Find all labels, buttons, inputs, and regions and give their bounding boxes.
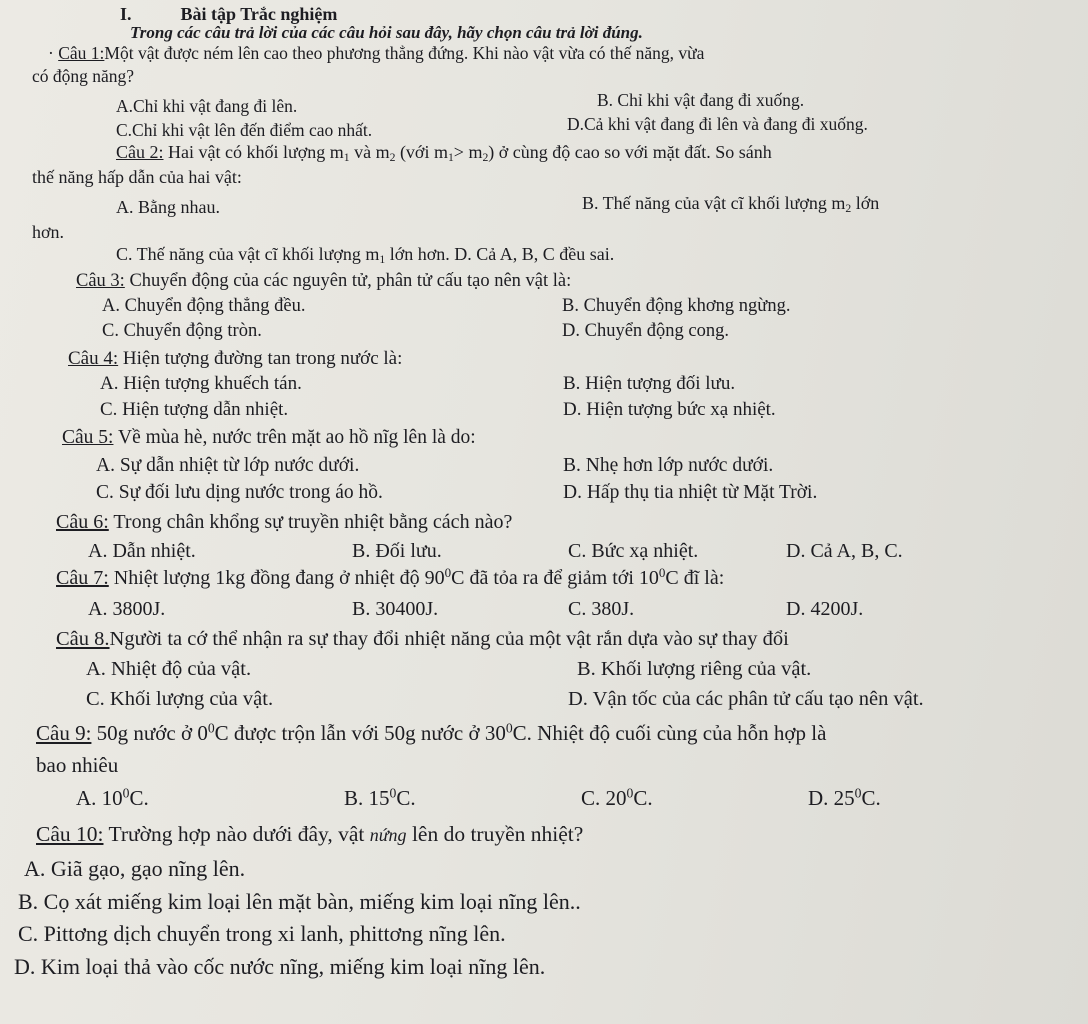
question-1: · Câu 1:Một vật được ném lên cao theo phương thẳng đứng. Khi nào vật vừa có thế năng, vừa (48, 43, 705, 63)
q7-option-d: D. 4200J. (786, 598, 864, 620)
q9-option-a: A. $10^0C$. (76, 785, 149, 810)
q8-option-a: A. Nhiệt độ của vật. (86, 658, 252, 680)
q3-option-a: A. Chuyển động thẳng đều. (102, 296, 306, 316)
question-6: Câu 6: Trong chân khổng sự truyền nhiệt bằng cách nào? (56, 511, 513, 533)
q5-option-c: C. Sự đối lưu dịng nước trong áo hồ. (96, 482, 383, 503)
question-7-label: Câu 7: (56, 567, 109, 589)
q4-option-a: A. Hiện tượng khuếch tán. (100, 373, 302, 394)
q3-option-c: C. Chuyển động tròn. (102, 321, 262, 341)
question-4: Câu 4: Hiện tượng đường tan trong nước là: (68, 348, 403, 369)
q4-option-c: C. Hiện tượng dẫn nhiệt. (100, 399, 289, 420)
q7-option-b: B. 30400J. (352, 598, 439, 620)
question-6-label: Câu 6: (56, 511, 109, 533)
q8-option-c: C. Khối lượng của vật. (86, 688, 274, 710)
q6-option-a: A. Dẫn nhiệt. (88, 540, 196, 562)
q5-option-b: B. Nhẹ hơn lớp nước dưới. (563, 455, 774, 476)
q4-option-d: D. Hiện tượng bức xạ nhiệt. (563, 399, 776, 420)
q9-option-c: C. $20^0C$. (581, 785, 653, 810)
instruction: Trong các câu trả lời của các câu hỏi sau đây, hãy chọn câu trả lời đúng. (130, 23, 643, 42)
question-1-text: Một vật được ném lên cao theo phương thẳng đứng. Khi nào vật vừa có thế năng, vừa (104, 43, 705, 63)
q1-option-c: C.Chỉ khi vật lên đến điểm cao nhất. (116, 120, 373, 140)
section-heading (120, 4, 337, 25)
question-9-label: Câu 9: (36, 721, 92, 745)
question-1-label: Câu 1: (58, 43, 105, 63)
question-3: Câu 3: Chuyển động của các nguyên tử, phân tử cấu tạo nên vật là: (76, 271, 572, 291)
question-1-text-cont: có động năng? (32, 66, 135, 86)
q7-option-c: C. 380J. (568, 598, 635, 620)
question-3-label: Câu 3: (76, 271, 125, 291)
question-9-text-cont: bao nhiêu (36, 753, 119, 777)
q3-option-d: D. Chuyển động cong. (562, 321, 729, 341)
question-2-text-cont: thế năng hấp dẫn của hai vật: (32, 167, 242, 187)
handwritten-correction: nứng (369, 825, 407, 845)
q10-option-c: C. Pittơng dịch chuyển trong xi lanh, phittơng nĩng lên. (18, 921, 506, 946)
q9-option-b: B. $15^0C$. (344, 785, 416, 810)
q5-option-d: D. Hấp thụ tia nhiệt từ Mặt Trời. (563, 482, 818, 503)
question-8: Câu 8.Người ta cớ thể nhận ra sự thay đổi nhiệt năng của một vật rắn dựa vào sự thay đổi (56, 628, 789, 650)
question-8-label: Câu 8. (56, 628, 110, 650)
q7-option-a: A. 3800J. (88, 598, 166, 620)
q1-option-b: B. Chỉ khi vật đang đi xuống. (597, 90, 805, 110)
q10-option-b: B. Cọ xát miếng kim loại lên mặt bàn, miếng kim loại nĩng lên.. (18, 889, 581, 914)
question-2: Câu 2: Hai vật có khối lượng $m_1$ và $m_2$ (với $m_1> m_2$) ở cùng độ cao so với mặt đất. So sánh (116, 142, 772, 164)
q10-option-d: D. Kim loại thả vào cốc nước nĩng, miếng kim loại nĩng lên. (14, 954, 546, 979)
q2-option-a: A. Bằng nhau. (116, 197, 220, 217)
q2-option-b: B. Thế năng của vật cĩ khối lượng $m_2$ lớn (582, 193, 880, 215)
question-5: Câu 5: Về mùa hè, nước trên mặt ao hồ nĩg lên là do: (62, 427, 476, 448)
q2-option-b-cont: hơn. (32, 222, 65, 242)
section-number: I. (120, 4, 132, 24)
question-5-label: Câu 5: (62, 427, 114, 448)
question-10: Câu 10: Trường hợp nào dưới đây, vật nứng lên do truyền nhiệt? (36, 822, 584, 846)
q6-option-c: C. Bức xạ nhiệt. (568, 540, 699, 562)
q1-option-d: D.Cả khi vật đang đi lên và đang đi xuống. (567, 114, 868, 134)
q4-option-b: B. Hiện tượng đối lưu. (563, 373, 736, 394)
q8-option-b: B. Khối lượng riêng của vật. (577, 658, 812, 680)
question-4-label: Câu 4: (68, 348, 119, 369)
q1-option-a: A.Chỉ khi vật đang đi lên. (116, 96, 298, 116)
q8-option-d: D. Vận tốc của các phân tử cấu tạo nên vật. (568, 688, 924, 710)
question-2-label: Câu 2: (116, 142, 164, 162)
question-10-label: Câu 10: (36, 822, 104, 846)
q2-option-c-d: C. Thế năng của vật cĩ khối lượng $m_1$ lớn hơn. D. Cả A, B, C đều sai. (116, 244, 615, 266)
question-9: Câu 9: 50g nước ở $0^0C$ được trộn lẫn với 50g nước ở $30^0C$. Nhiệt độ cuối cùng của hỗn hợp là (36, 720, 827, 745)
q6-option-b: B. Đối lưu. (352, 540, 442, 562)
q3-option-b: B. Chuyển động khơng ngừng. (562, 296, 791, 316)
q9-option-d: D. $25^0C$. (808, 785, 881, 810)
section-title: Bài tập Trắc nghiệm (180, 4, 338, 24)
question-7: Câu 7: Nhiệt lượng 1kg đồng đang ở nhiệt độ $90^0C$ đã tỏa ra để giảm tới $10^0C$ đĩ là: (56, 564, 725, 589)
q10-option-a: A. Giã gạo, gạo nĩng lên. (24, 856, 246, 881)
q5-option-a: A. Sự dẫn nhiệt từ lớp nước dưới. (96, 455, 360, 476)
q6-option-d: D. Cả A, B, C. (786, 540, 903, 562)
